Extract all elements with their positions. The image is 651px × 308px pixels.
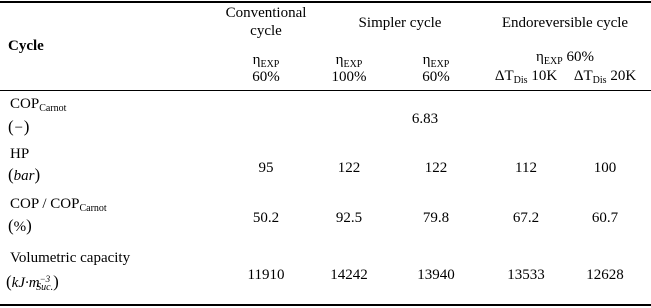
header-rule — [0, 90, 651, 91]
header-endoreversible-cycle: Endoreversible cycle — [501, 15, 629, 31]
delta-t-subscript: Dis — [513, 75, 528, 86]
eta-symbol: η — [535, 49, 544, 65]
row-volumetric-label: Volumetric capacity — [10, 250, 131, 266]
row-volumetric-val-1: 11910 — [247, 267, 285, 283]
row-cop-carnot-label: $COP_{Carnot}$ — [10, 96, 67, 114]
eta-symbol: η — [252, 52, 261, 68]
row-hp-unit: (bar) — [8, 165, 41, 184]
header-simple2-pct: 60% — [422, 69, 450, 85]
row-hp-val-5: 100 — [593, 160, 617, 176]
endo-col2-k: 20K — [610, 68, 637, 84]
row-cop-carnot-unit: (−) — [8, 117, 30, 136]
row-volumetric-val-5: 12628 — [586, 267, 624, 283]
eta-symbol: η — [422, 52, 431, 68]
eta-subscript: EXP — [260, 59, 280, 70]
header-eta-simple1 — [336, 52, 363, 70]
header-conventional-line2: cycle — [250, 23, 282, 39]
row-volumetric-val-2: 14242 — [330, 267, 368, 283]
header-endo-dt2 — [574, 68, 636, 86]
row-hp-val-3: 122 — [424, 160, 448, 176]
row-cop-ratio-unit: (%) — [8, 216, 32, 235]
row-cop-ratio-val-5: 60.7 — [591, 210, 619, 226]
header-cycle: Cycle — [8, 38, 44, 54]
row-cop-ratio-label: COP / $COP_{Carnot}$ — [10, 196, 107, 214]
row-hp-val-2: 122 — [337, 160, 361, 176]
row-cop-ratio-val-2: 92.5 — [335, 210, 363, 226]
endo-col1-k: 10K — [531, 68, 558, 84]
row-volumetric-val-3: 13940 — [417, 267, 455, 283]
header-conventional-line1: Conventional — [225, 5, 307, 21]
row-cop-ratio-val-1: 50.2 — [252, 210, 280, 226]
bottom-rule — [0, 304, 651, 306]
eta-symbol: η — [335, 52, 344, 68]
header-endo-dt1 — [495, 68, 557, 86]
eta-subscript: EXP — [343, 59, 363, 70]
endo-pct: 60% — [566, 49, 595, 65]
row-hp-val-1: 95 — [258, 160, 274, 176]
row-cop-ratio-val-3: 79.8 — [422, 210, 450, 226]
header-eta-conventional — [253, 52, 280, 70]
header-simple1-pct: 100% — [331, 69, 367, 85]
delta-t: ΔT — [573, 68, 593, 84]
row-hp-label: HP — [10, 146, 30, 162]
row-volumetric-unit: $(kJ\cdot m^{-3}_{Suc.})$ — [6, 272, 59, 293]
row-cop-ratio-val-4: 67.2 — [512, 210, 540, 226]
row-hp-val-4: 112 — [515, 160, 537, 176]
header-eta-endo — [536, 49, 594, 67]
row-cop-carnot-value: 6.83 — [411, 111, 439, 127]
header-simpler-cycle: Simpler cycle — [358, 15, 442, 31]
header-eta-simple2 — [423, 52, 450, 70]
header-conventional-pct: 60% — [252, 69, 280, 85]
delta-t-subscript: Dis — [592, 75, 607, 86]
delta-t: ΔT — [494, 68, 514, 84]
eta-subscript: EXP — [430, 59, 450, 70]
eta-subscript: EXP — [543, 56, 563, 67]
row-volumetric-val-4: 13533 — [507, 267, 545, 283]
top-rule — [0, 1, 651, 3]
